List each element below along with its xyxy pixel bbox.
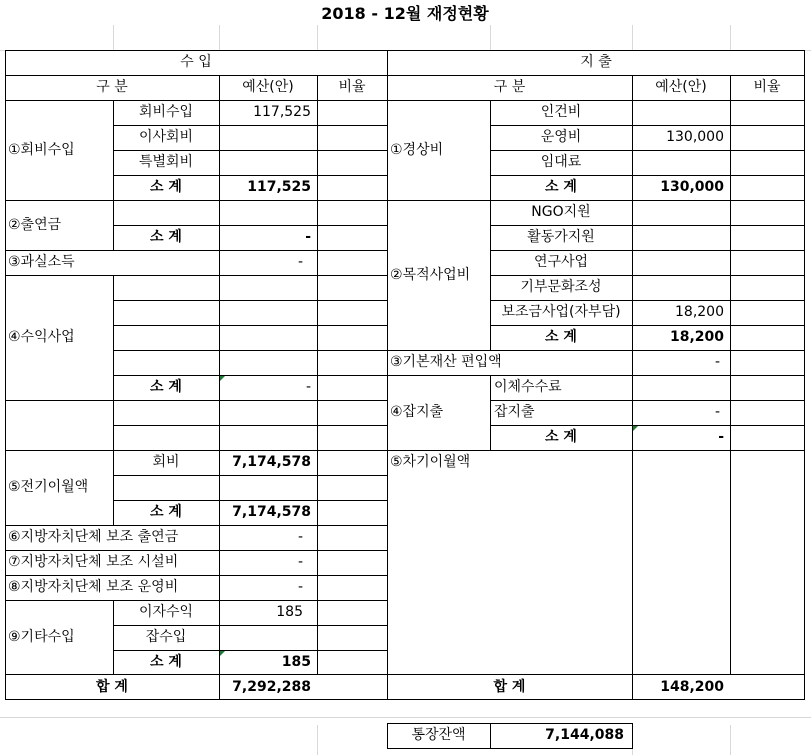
subtotal-value: 185 xyxy=(281,654,311,670)
expense-group-label: ②목적사업비 xyxy=(390,267,471,283)
subtotal-label: 소 계 xyxy=(150,179,182,195)
income-item-label: 회비수입 xyxy=(138,104,194,120)
expense-col-budget: 예산(안) xyxy=(655,79,707,95)
cell-border xyxy=(5,400,387,401)
income-group-label: ⑦지방자치단체 보조 시설비 xyxy=(8,554,179,570)
income-group-label: ④수익사업 xyxy=(8,329,75,345)
gridline xyxy=(730,725,731,755)
bank-balance-value: 7,144,088 xyxy=(545,727,624,743)
expense-item-label: 이체수수료 xyxy=(494,379,562,395)
expense-col-ratio: 비율 xyxy=(753,79,781,95)
subtotal-value: 7,174,578 xyxy=(232,504,311,520)
expense-group-label: ③기본재산 편입액 xyxy=(390,354,502,370)
subtotal-value: - xyxy=(305,379,311,395)
expense-item-label: 운영비 xyxy=(540,129,582,145)
cell-border xyxy=(113,300,387,301)
cell-border xyxy=(113,325,387,326)
income-header: 수 입 xyxy=(180,54,212,70)
income-group-label: ⑨기타수입 xyxy=(8,629,75,645)
subtotal-label: 소 계 xyxy=(150,504,182,520)
gridline xyxy=(219,25,220,50)
expense-item-label: 기부문화조성 xyxy=(520,279,602,295)
expense-col-category: 구 분 xyxy=(493,79,526,95)
cell-border xyxy=(113,425,387,426)
income-item-label: 잡수입 xyxy=(145,629,187,645)
gridline xyxy=(0,717,811,718)
subtotal-value: 18,200 xyxy=(669,329,724,345)
income-col-category: 구 분 xyxy=(96,79,128,95)
expense-item-label: 보조금사업(자부담) xyxy=(501,304,621,320)
subtotal-value: 130,000 xyxy=(660,179,724,195)
gridline xyxy=(317,25,318,50)
income-item-value: 117,525 xyxy=(253,104,311,120)
expense-item-label: 인건비 xyxy=(540,104,582,120)
sheet-title: 2018 - 12월 재정현황 xyxy=(321,4,489,23)
subtotal-value: - xyxy=(305,229,311,245)
income-item-value: 185 xyxy=(276,604,303,620)
income-total-label: 합 계 xyxy=(96,679,128,695)
expense-group-label: ⑤차기이월액 xyxy=(390,454,471,470)
cell-border xyxy=(113,350,387,351)
income-group-label: ②출연금 xyxy=(8,217,62,233)
cell-border xyxy=(387,375,805,376)
cell-border xyxy=(5,200,387,201)
subtotal-label: 소 계 xyxy=(545,429,577,445)
income-group-label: ①회비수입 xyxy=(8,142,75,158)
income-group-label: ⑥지방자치단체 보조 출연금 xyxy=(8,529,179,545)
gridline xyxy=(632,25,633,50)
income-group-label: ⑤전기이월액 xyxy=(8,479,89,495)
income-value: - xyxy=(297,554,303,570)
income-item-label: 회비 xyxy=(152,454,180,470)
income-col-ratio: 비율 xyxy=(338,79,366,95)
expense-item-value: 18,200 xyxy=(675,304,724,320)
cell-border xyxy=(5,275,387,276)
expense-total-label: 합 계 xyxy=(493,679,526,695)
expense-item-label: 연구사업 xyxy=(533,254,589,270)
expense-header: 지 출 xyxy=(580,54,612,70)
cell-border xyxy=(387,748,633,749)
subtotal-label: 소 계 xyxy=(150,229,182,245)
expense-group-label: ①경상비 xyxy=(390,142,444,158)
income-value: - xyxy=(297,254,303,270)
gridline xyxy=(490,25,491,50)
expense-item-label: 활동가지원 xyxy=(527,229,595,245)
subtotal-label: 소 계 xyxy=(150,654,182,670)
expense-item-value: 130,000 xyxy=(666,129,724,145)
cell-border xyxy=(632,75,633,700)
income-item-label: 특별회비 xyxy=(138,154,194,170)
subtotal-label: 소 계 xyxy=(545,179,577,195)
income-group-label: ⑧지방자치단체 보조 운영비 xyxy=(8,579,179,595)
income-item-value: 7,174,578 xyxy=(232,454,311,470)
income-item-label: 이사회비 xyxy=(138,129,194,145)
cell-border xyxy=(113,475,387,476)
gridline xyxy=(317,725,318,755)
cell-border xyxy=(5,50,6,700)
income-value: - xyxy=(297,579,303,595)
cell-border xyxy=(632,723,633,749)
expense-item-label: NGO지원 xyxy=(531,204,591,220)
income-group-label: ③과실소득 xyxy=(8,254,75,270)
income-value: - xyxy=(297,529,303,545)
subtotal-value: - xyxy=(718,429,724,445)
subtotal-label: 소 계 xyxy=(545,329,577,345)
income-total-value: 7,292,288 xyxy=(232,679,311,695)
gridline xyxy=(113,25,114,50)
expense-value: - xyxy=(714,354,720,370)
expense-item-label: 임대료 xyxy=(540,154,582,170)
expense-group-label: ④잡지출 xyxy=(390,404,444,420)
expense-item-value: - xyxy=(714,404,720,420)
bank-balance-label: 통장잔액 xyxy=(411,727,466,743)
subtotal-value: 117,525 xyxy=(247,179,311,195)
income-item-label: 이자수익 xyxy=(138,604,194,620)
income-col-budget: 예산(안) xyxy=(242,79,294,95)
gridline xyxy=(730,25,731,50)
expense-total-value: 148,200 xyxy=(660,679,724,695)
expense-item-label: 잡지출 xyxy=(494,404,535,420)
cell-border xyxy=(113,275,114,450)
subtotal-label: 소 계 xyxy=(150,379,182,395)
